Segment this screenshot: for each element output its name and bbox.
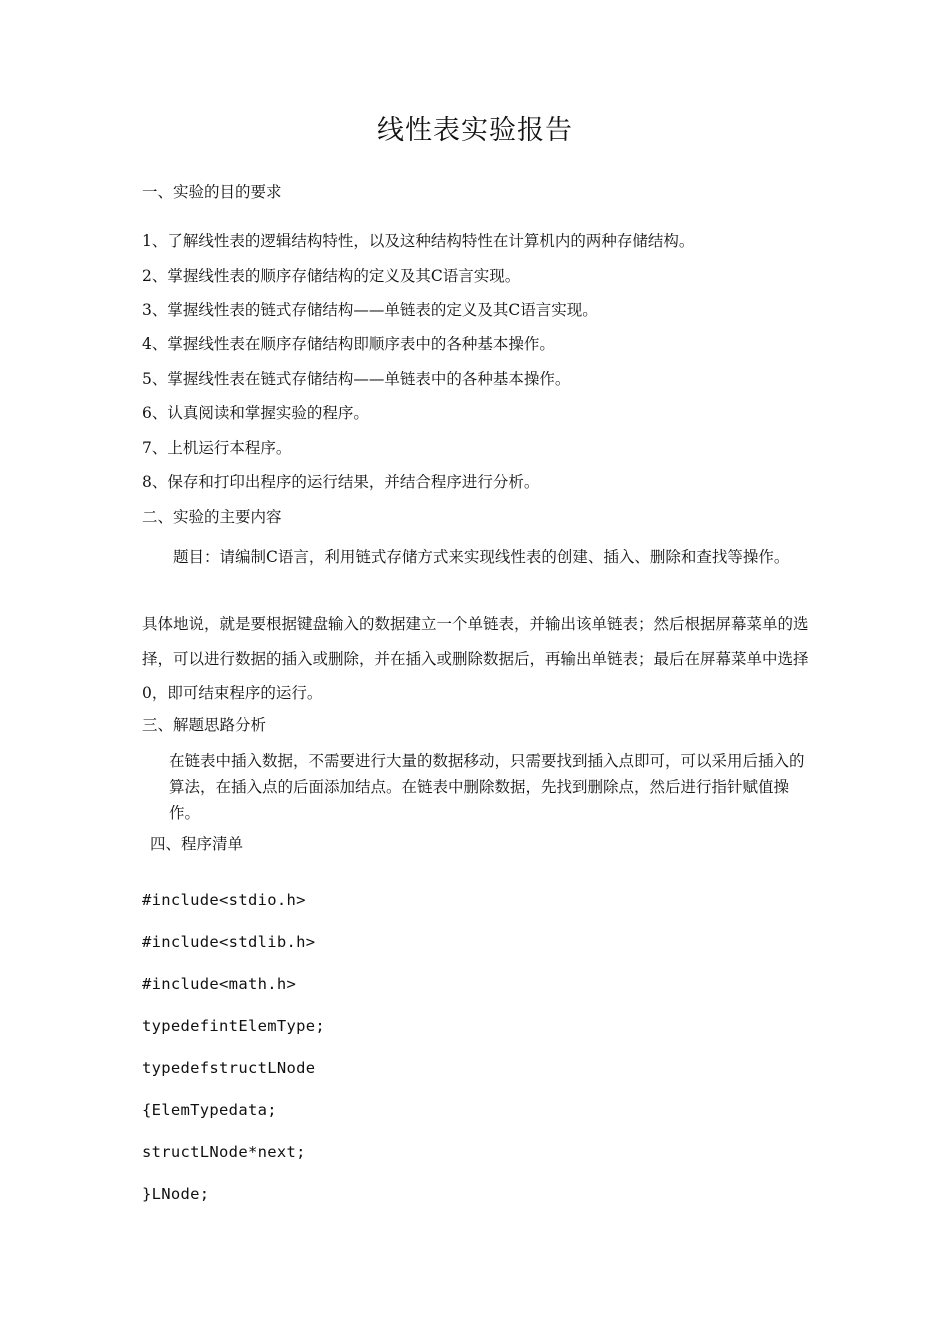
list-item: 2、掌握线性表的顺序存储结构的定义及其C语言实现。 (142, 267, 521, 285)
analysis-paragraph: 在链表中插入数据，不需要进行大量的数据移动，只需要找到插入点即可，可以采用后插入的算法，在插入点的后面添加结点。在链表中删除数据，先找到删除点，然后进行指针赋值操作。 (169, 752, 805, 822)
list-item: 8、保存和打印出程序的运行结果，并结合程序进行分析。 (142, 473, 540, 491)
list-item: 5、掌握线性表在链式存储结构——单链表中的各种基本操作。 (142, 370, 571, 388)
list-item: 1、了解线性表的逻辑结构特性，以及这种结构特性在计算机内的两种存储结构。 (142, 232, 695, 250)
document-title: 线性表实验报告 (377, 115, 573, 146)
list-item: 4、掌握线性表在顺序存储结构即顺序表中的各种基本操作。 (142, 335, 555, 353)
code-line: {ElemTypedata; (142, 1101, 277, 1119)
code-line: #include<stdio.h> (142, 891, 306, 909)
code-line: structLNode*next; (142, 1143, 306, 1161)
code-line: typedefstructLNode (142, 1059, 316, 1077)
list-item: 7、上机运行本程序。 (142, 439, 292, 457)
section-heading-analysis: 三、解题思路分析 (142, 716, 267, 734)
task-paragraph: 题目：请编制C语言，利用链式存储方式来实现线性表的创建、插入、删除和查找等操作。 (173, 548, 790, 566)
detail-paragraph: 具体地说，就是要根据键盘输入的数据建立一个单链表，并输出该单链表；然后根据屏幕菜单的选择，可以进行数据的插入或删除，并在插入或删除数据后，再输出单链表；最后在屏幕菜单中选择0，即可结束程序的运行。 (142, 615, 809, 702)
section-heading-content: 二、实验的主要内容 (142, 508, 282, 526)
code-line: typedefintElemType; (142, 1017, 326, 1035)
list-item: 6、认真阅读和掌握实验的程序。 (142, 404, 369, 422)
code-line: }LNode; (142, 1185, 210, 1203)
section-heading-listing: 四、程序清单 (150, 835, 244, 853)
code-line: #include<math.h> (142, 975, 297, 993)
list-item: 3、掌握线性表的链式存储结构——单链表的定义及其C语言实现。 (142, 301, 598, 319)
code-line: #include<stdlib.h> (142, 933, 316, 951)
section-heading-objectives: 一、实验的目的要求 (142, 183, 282, 201)
